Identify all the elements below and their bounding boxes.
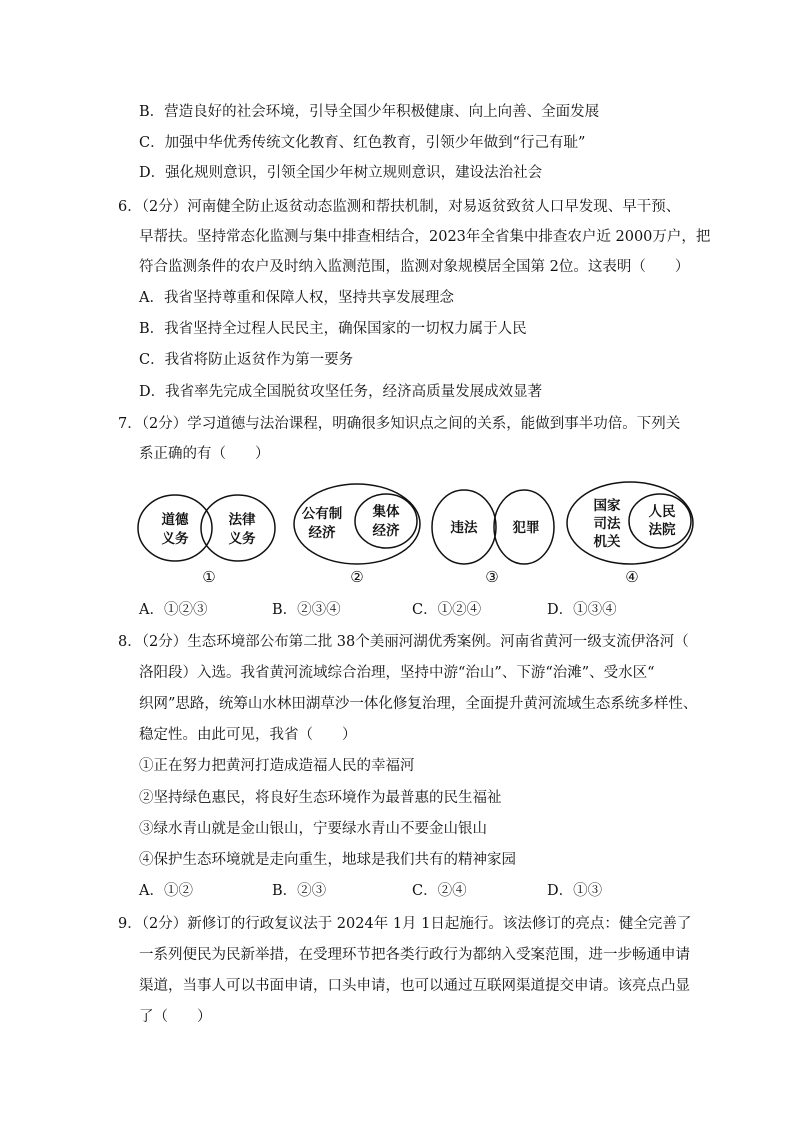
- diagram-3-number: ③: [485, 568, 499, 586]
- q9-stem-line-3: 渠道，当事人可以书面申请，口头申请，也可以通过互联网渠道提交申请。该亮点凸显: [139, 978, 690, 994]
- diagram-2-inner-label-2: 经济: [372, 523, 400, 539]
- diagram-2-inner-label-1: 集体: [372, 504, 400, 520]
- q8-stem-line-2: 洛阳段）入选。我省黄河流域综合治理，坚持中游“治山”、下游“治滩”、受水区“: [139, 665, 655, 681]
- diagram-1-number: ①: [202, 568, 216, 586]
- q8-option-a: A．①②: [139, 883, 193, 899]
- q5-option-d: D．强化规则意识，引领全国少年树立规则意识，建设法治社会: [139, 165, 543, 181]
- q8-statement-1: ①正在努力把黄河打造成造福人民的幸福河: [139, 758, 415, 774]
- diagram-2-number: ②: [350, 568, 364, 586]
- q6-option-c: C．我省将防止返贫作为第一要务: [139, 352, 354, 368]
- q8-stem-line-1: 8．（2分）生态环境部公布第二批 38个美丽河湖优秀案例。河南省黄河一级支流伊洛河（: [118, 634, 689, 650]
- q8-statement-3: ③绿水青山就是金山银山，宁要绿水青山不要金山银山: [139, 821, 487, 837]
- q8-option-d: D．①③: [547, 883, 603, 899]
- q9-stem-line-2: 一系列便民为民新举措，在受理环节把各类行政行为都纳入受案范围，进一步畅通申请: [139, 947, 690, 963]
- diagram-1-left-label-1: 道德: [161, 512, 189, 528]
- q6-option-b: B．我省坚持全过程人民民主，确保国家的一切权力属于人民: [139, 321, 527, 337]
- diagram-4-outer-label-1: 国家: [593, 498, 621, 514]
- diagram-1-left-label-2: 义务: [161, 531, 189, 547]
- diagram-4-outer-label-2: 司法: [593, 516, 621, 532]
- diagram-1: [138, 495, 275, 586]
- q6-stem-line-1: 6．（2分）河南健全防止返贫动态监测和帮扶机制，对易返贫致贫人口早发现、早干预、: [118, 199, 681, 215]
- diagram-2-outer-label-2: 经济: [308, 525, 336, 541]
- diagram-4: [567, 482, 693, 586]
- q8-option-b: B．②③: [272, 883, 327, 899]
- q6-option-d: D．我省率先完成全国脱贫攻坚任务，经济高质量发展成效显著: [139, 384, 543, 400]
- q7-stem-line-2: 系正确的有（ ）: [139, 446, 270, 462]
- diagram-4-outer-label-3: 机关: [593, 534, 621, 550]
- diagram-4-inner-label-2: 法院: [648, 522, 676, 538]
- q7-stem-line-1: 7．（2分）学习道德与法治课程，明确很多知识点之间的关系，能做到事半功倍。下列关: [118, 416, 681, 432]
- diagram-4-number: ④: [625, 568, 639, 586]
- q8-stem-line-3: 织网”思路，统筹山水林田湖草沙一体化修复治理，全面提升黄河流域生态系统多样性、: [139, 696, 698, 712]
- diagram-1-right-label-2: 义务: [228, 531, 256, 547]
- q7-option-d: D．①③④: [547, 602, 617, 618]
- diagram-2: [294, 484, 420, 586]
- diagram-2-outer-label-1: 公有制: [301, 506, 343, 522]
- q7-option-a: A．①②③: [139, 602, 208, 618]
- q9-stem-line-1: 9．（2分）新修订的行政复议法于 2024年 1月 1日起施行。该法修订的亮点：健全完善了: [118, 916, 692, 932]
- diagram-1-right-label-1: 法律: [228, 512, 256, 528]
- q8-statement-4: ④保护生态环境就是走向重生，地球是我们共有的精神家园: [139, 852, 516, 868]
- q8-statement-2: ②坚持绿色惠民，将良好生态环境作为最普惠的民生福祉: [139, 790, 502, 806]
- q6-stem-line-3: 符合监测条件的农户及时纳入监测范围，监测对象规模居全国第 2位。这表明（ ）: [139, 259, 690, 275]
- q5-option-c: C．加强中华优秀传统文化教育、红色教育，引领少年做到“行己有耻”: [139, 135, 586, 151]
- q9-stem-line-4: 了（ ）: [139, 1009, 212, 1025]
- diagram-3-right-label: 犯罪: [512, 520, 540, 536]
- q5-option-b: B．营造良好的社会环境，引导全国少年积极健康、向上向善、全面发展: [139, 104, 600, 120]
- diagram-4-inner-label-1: 人民: [648, 504, 676, 520]
- q6-stem-line-2: 早帮扶。坚持常态化监测与集中排查相结合，2023年全省集中排查农户近 2000万户，把: [139, 229, 711, 245]
- q7-relationship-diagrams: [130, 478, 710, 588]
- q8-option-c: C．②④: [412, 883, 467, 899]
- q6-option-a: A．我省坚持尊重和保障人权，坚持共享发展理念: [139, 290, 454, 306]
- q7-option-b: B．②③④: [272, 602, 341, 618]
- q7-option-c: C．①②④: [412, 602, 482, 618]
- q8-stem-line-4: 稳定性。由此可见，我省（ ）: [139, 727, 357, 743]
- diagram-3-left-label: 违法: [450, 520, 478, 536]
- diagram-3: [432, 490, 554, 586]
